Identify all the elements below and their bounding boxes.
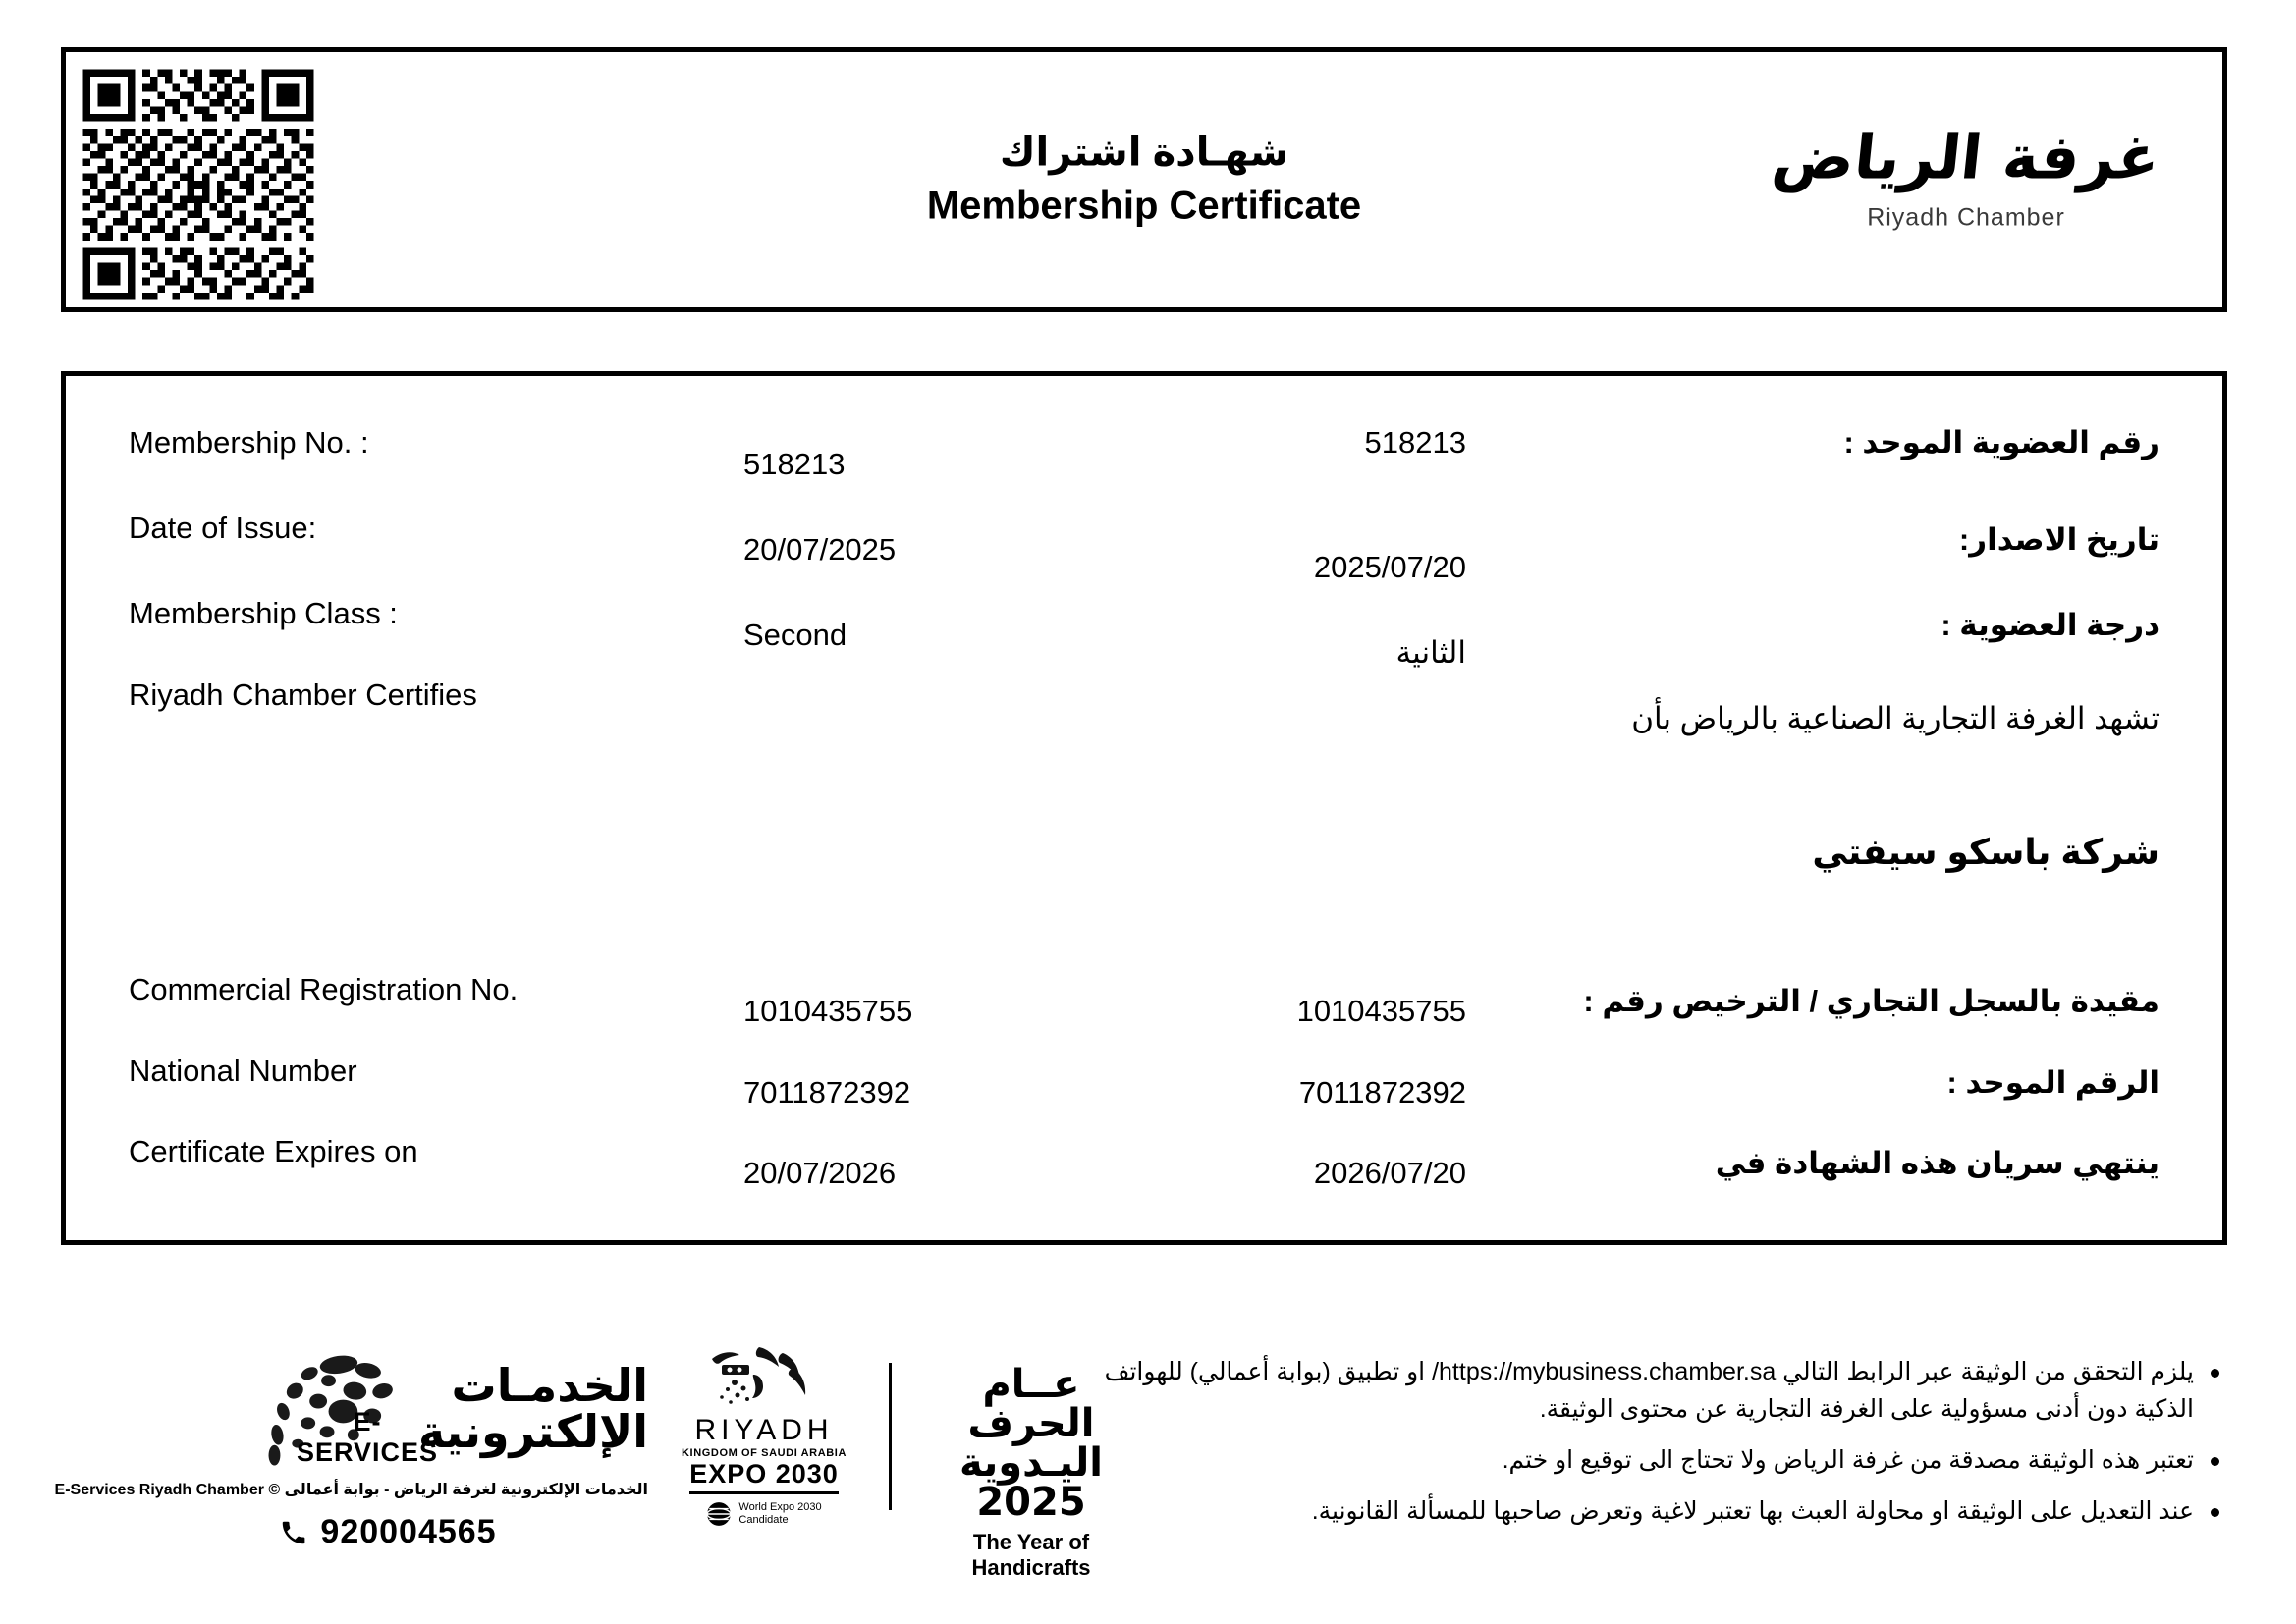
handicrafts-arabic-line1: عــام الحرف	[967, 1362, 1095, 1446]
certificate-header-box	[61, 47, 2227, 312]
company-name-row	[66, 823, 2222, 882]
national-number-label-ar: الرقم الموحد :	[1946, 1065, 2159, 1100]
riyadh-expo-2030-logo	[676, 1343, 852, 1527]
globe-icon	[706, 1501, 732, 1527]
date-of-issue-label-en: Date of Issue:	[129, 511, 317, 545]
commercial-registration-label-en: Commercial Registration No.	[129, 972, 519, 1006]
certificate-title-english: Membership Certificate	[926, 184, 1362, 228]
membership-class-value-en: Second	[743, 618, 847, 652]
riyadh-chamber-logo-arabic: غرفة الرياض	[1769, 121, 2163, 193]
certification-statement	[66, 666, 2222, 735]
certificate-expiry-label-ar: ينتهي سريان هذه الشهادة في	[1715, 1146, 2159, 1180]
e-services-arabic-line2: الإلكترونية	[418, 1404, 648, 1458]
certificate-expiry-value-en: 20/07/2026	[743, 1156, 897, 1190]
certificate-expiry-label-en: Certificate Expires on	[129, 1134, 418, 1168]
e-services-arabic-line1: الخدمـات	[451, 1358, 648, 1412]
phone-icon	[279, 1518, 308, 1547]
membership-no-label-en: Membership No. :	[129, 425, 369, 460]
e-services-phone-number: 920004565	[320, 1513, 497, 1550]
certifies-text-ar: تشهد الغرفة التجارية الصناعية بالرياض بأن	[1631, 701, 2159, 735]
certificate-title	[927, 130, 1361, 231]
membership-no-value-ar: 518213	[1364, 425, 1466, 460]
e-services-logo	[54, 1347, 648, 1551]
membership-no-value-en: 518213	[743, 447, 846, 481]
table-row-membership-class	[66, 584, 2222, 670]
commercial-registration-value-en: 1010435755	[743, 994, 913, 1028]
date-of-issue-value-ar: 2025/07/20	[1313, 550, 1466, 584]
national-number-value-ar: 7011872392	[1298, 1075, 1466, 1110]
e-services-caption: الخدمات الإلكترونية لغرفة الرياض - بوابة أعمالى © E-Services Riyadh Chamber	[54, 1482, 648, 1498]
qr-code	[76, 62, 321, 307]
table-row-national-number	[66, 1042, 2222, 1110]
membership-class-value-ar: الثانية	[1395, 635, 1466, 670]
membership-no-label-ar: رقم العضوية الموحد :	[1843, 425, 2159, 460]
expo-candidate-line1: World Expo 2030	[738, 1501, 822, 1514]
expo-candidate-line2: Candidate	[738, 1514, 789, 1526]
expo-2030-text: EXPO 2030	[689, 1459, 839, 1494]
date-of-issue-label-ar: تاريخ الاصدار:	[1958, 522, 2159, 557]
certificate-details-box	[61, 371, 2227, 1245]
expo-riyadh-text: RIYADH	[694, 1414, 834, 1446]
table-row-date-of-issue	[66, 499, 2222, 584]
national-number-label-en: National Number	[129, 1054, 357, 1088]
riyadh-chamber-logo-english: Riyadh Chamber	[1867, 203, 2065, 232]
footer-note-tampering: عند التعديل على الوثيقة او محاولة العبث بها تعتبر لاغية وتعرض صاحبها للمسألة القانونية.	[1068, 1492, 2194, 1530]
riyadh-chamber-logo	[1755, 121, 2177, 233]
national-number-value-en: 7011872392	[743, 1075, 911, 1110]
certificate-expiry-value-ar: 2026/07/20	[1313, 1156, 1466, 1190]
expo-palm-icon	[700, 1343, 828, 1410]
e-services-wordmark: E-SERVICES	[297, 1407, 439, 1467]
membership-class-label-ar: درجة العضوية :	[1941, 608, 2159, 642]
handicrafts-arabic-line2: اليـدوية 2025	[959, 1440, 1103, 1525]
handicrafts-english: The Year of Handicrafts	[971, 1530, 1091, 1580]
footer-note-verification: يلزم التحقق من الوثيقة عبر الرابط التالي https://mybusiness.chamber.sa/ او تطبيق (بوابة أعمالي) للهواتف الذكية دون أدنى مسؤولية على الغرفة التجارية عن محتوى الوثيقة.	[1068, 1353, 2194, 1428]
e-services-phone	[128, 1513, 648, 1551]
expo-kingdom-text: KINGDOM OF SAUDI ARABIA	[682, 1447, 847, 1459]
table-row-membership-no	[66, 413, 2222, 481]
company-name-ar: شركة باسكو سيفتي	[1812, 832, 2159, 872]
e-services-sphere-icon	[259, 1347, 439, 1470]
table-row-commercial-registration	[66, 960, 2222, 1028]
certifies-text-en: Riyadh Chamber Certifies	[129, 677, 477, 712]
certificate-footer	[0, 1335, 2296, 1610]
footer-notes	[1068, 1353, 2227, 1543]
table-row-certificate-expiry	[66, 1122, 2222, 1190]
footer-note-certified: تعتبر هذه الوثيقة مصدقة من غرفة الرياض ولا تحتاج الى توقيع او ختم.	[1068, 1441, 2194, 1479]
certificate-title-arabic: شهـادة اشتراك	[999, 131, 1289, 175]
date-of-issue-value-en: 20/07/2025	[743, 532, 897, 567]
footer-divider	[889, 1363, 892, 1510]
membership-class-label-en: Membership Class :	[129, 596, 398, 630]
commercial-registration-label-ar: مقيدة بالسجل التجاري / الترخيص رقم :	[1583, 984, 2159, 1018]
commercial-registration-value-ar: 1010435755	[1296, 994, 1466, 1028]
